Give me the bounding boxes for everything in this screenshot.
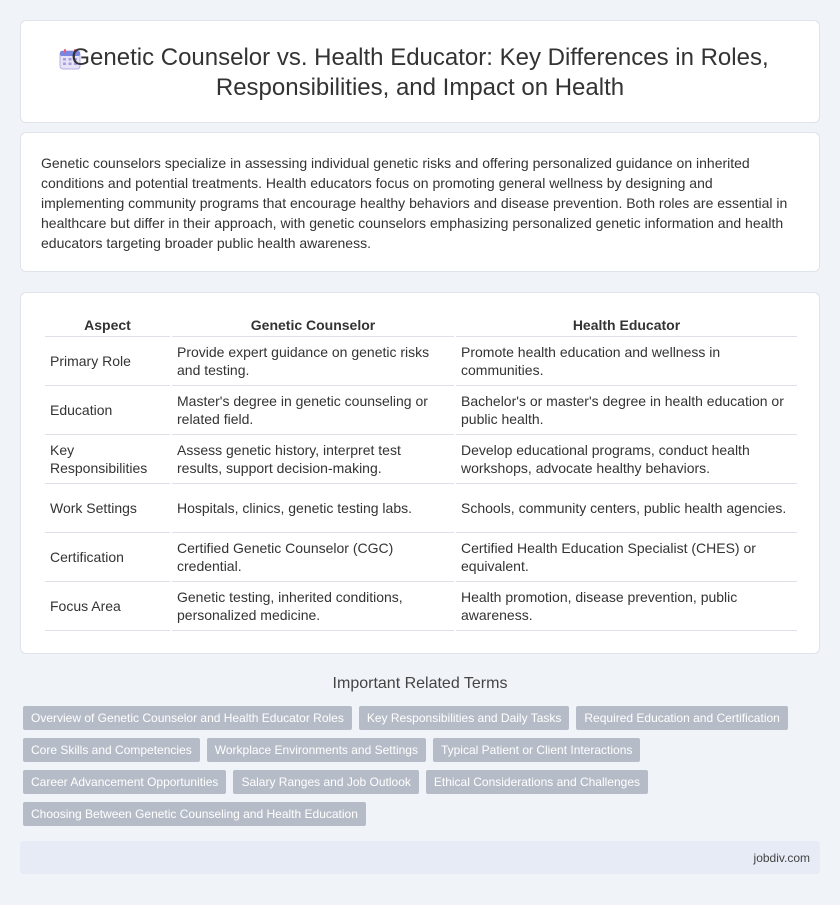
footer — [20, 841, 820, 874]
cell-genetic-counselor: Hospitals, clinics, genetic testing labs. — [172, 484, 454, 533]
cell-aspect: Education — [45, 386, 170, 435]
related-terms-title: Important Related Terms — [332, 675, 508, 692]
cell-health-educator: Health promotion, disease prevention, public awareness. — [456, 582, 797, 631]
table-row — [45, 337, 797, 386]
cell-genetic-counselor: Master's degree in genetic counseling or related field. — [172, 386, 454, 435]
title-line-2: Responsibilities, and Impact on Health — [215, 74, 625, 101]
related-term-tag[interactable]: Ethical Considerations and Challenges — [426, 770, 648, 794]
table-row — [45, 582, 797, 631]
table-row — [45, 386, 797, 435]
cell-genetic-counselor: Genetic testing, inherited conditions, personalized medicine. — [172, 582, 454, 631]
table-row — [45, 484, 797, 533]
header-card — [20, 20, 820, 123]
comparison-table — [43, 313, 799, 631]
cell-aspect: Key Responsibilities — [45, 435, 170, 484]
header-aspect: Aspect — [45, 313, 170, 337]
cell-aspect: Certification — [45, 533, 170, 582]
cell-aspect: Work Settings — [45, 484, 170, 533]
related-term-tag[interactable]: Workplace Environments and Settings — [207, 738, 426, 762]
intro-paragraph: Genetic counselors specialize in assessing individual genetic risks and offering personalized guidance on inherited conditions and potential treatments. Health educators focus on promoting general wellness by designing and implementing community programs that encourage healthy behaviors and disease prevention. Both roles are essential in healthcare but differ in their approach, with genetic counselors emphasizing personalized genetic information and health educators targeting broader public health awareness. — [41, 155, 788, 251]
cell-aspect: Focus Area — [45, 582, 170, 631]
table-header-row — [45, 313, 797, 337]
cell-genetic-counselor: Provide expert guidance on genetic risks and testing. — [172, 337, 454, 386]
related-term-tag[interactable]: Salary Ranges and Job Outlook — [233, 770, 418, 794]
table-row — [45, 435, 797, 484]
related-term-tag[interactable]: Core Skills and Competencies — [23, 738, 200, 762]
related-term-tag[interactable]: Career Advancement Opportunities — [23, 770, 226, 794]
related-term-tag[interactable]: Required Education and Certification — [576, 706, 787, 730]
cell-health-educator: Develop educational programs, conduct health workshops, advocate healthy behaviors. — [456, 435, 797, 484]
intro-card — [20, 132, 820, 272]
table-row — [45, 533, 797, 582]
cell-genetic-counselor: Assess genetic history, interpret test results, support decision-making. — [172, 435, 454, 484]
related-term-tag[interactable]: Overview of Genetic Counselor and Health Educator Roles — [23, 706, 352, 730]
comparison-table-card — [20, 292, 820, 654]
cell-health-educator: Promote health education and wellness in communities. — [456, 337, 797, 386]
cell-genetic-counselor: Certified Genetic Counselor (CGC) credential. — [172, 533, 454, 582]
cell-health-educator: Certified Health Education Specialist (CHES) or equivalent. — [456, 533, 797, 582]
related-term-tag[interactable]: Choosing Between Genetic Counseling and Health Education — [23, 802, 366, 826]
cell-health-educator: Schools, community centers, public health agencies. — [456, 484, 797, 533]
page-title — [21, 43, 819, 103]
related-terms-list — [23, 706, 803, 826]
header-genetic-counselor: Genetic Counselor — [172, 313, 454, 337]
title-line-1: Genetic Counselor vs. Health Educator: Key Differences in Roles, — [71, 44, 769, 71]
footer-site-link[interactable]: jobdiv.com — [753, 851, 810, 865]
header-health-educator: Health Educator — [456, 313, 797, 337]
related-term-tag[interactable]: Key Responsibilities and Daily Tasks — [359, 706, 570, 730]
cell-health-educator: Bachelor's or master's degree in health education or public health. — [456, 386, 797, 435]
cell-aspect: Primary Role — [45, 337, 170, 386]
related-term-tag[interactable]: Typical Patient or Client Interactions — [433, 738, 640, 762]
